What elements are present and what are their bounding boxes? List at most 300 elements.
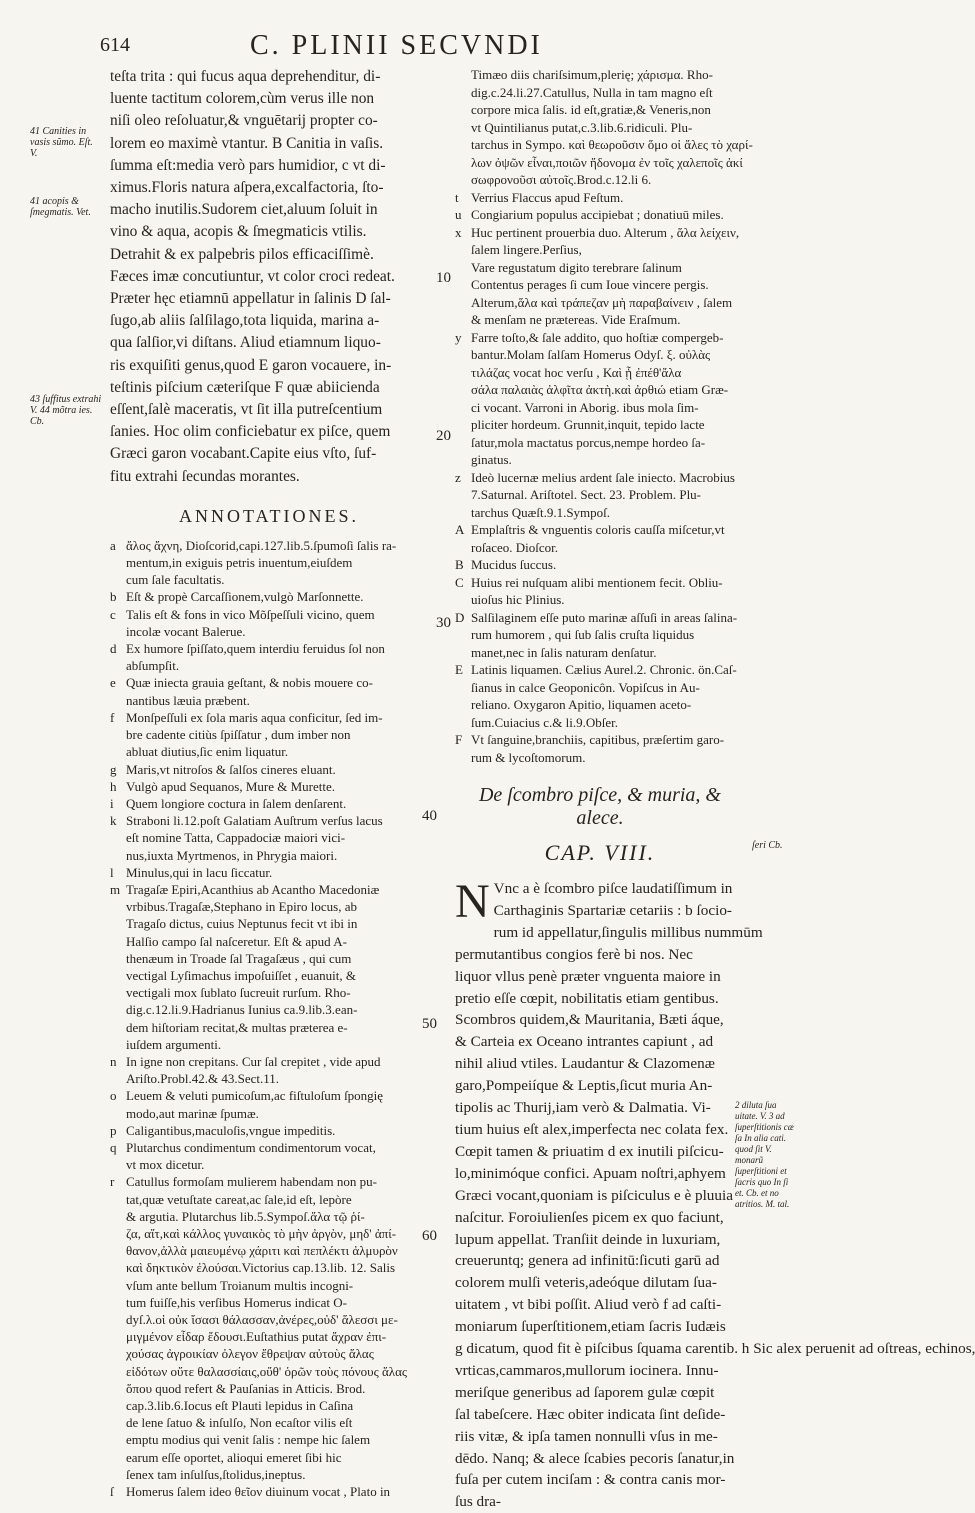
chapter-line: uitatem , vt bibi poſſit. Aliud verò f ad caſti- [455,1296,722,1314]
annotation-text: Huius rei nuſquam alibi mentionem fecit. Obliu- [471,574,723,590]
annotation-note [455,556,745,574]
chapter-line: Scombros quidem,& Mauritania, Bæti áque, [455,1011,724,1029]
annotation-line [455,731,745,749]
annotation-text: μιγμένον εἶδαρ ἔδουσι.Euſtathius putat ἄχραν ἐπι- [126,1329,387,1345]
annotation-line [110,1466,428,1483]
annotation-text: Alterum,ἅλα καὶ τράπεζαν μὴ παραβαίνειν , ſalem [471,294,733,310]
annotation-note [110,537,428,589]
annotation-line [110,812,428,829]
annotation-note [455,609,745,662]
annotation-text: Eſt & propè Carcaſſionem,vulgò Marſonnette. [126,589,364,605]
annotation-line [110,1414,428,1431]
annotation-text: vt Quintilianus putat,c.3.lib.6.ridiculi. Plu- [471,119,693,135]
text-line: ſumma eſt:media verò pars humidior, c vt di- [110,156,386,174]
annotation-text: incolæ vocant Balerue. [126,623,246,639]
annotation-letter: n [110,1053,117,1069]
annotation-line [110,554,428,571]
annotation-letter: d [110,641,117,657]
annotation-line [455,521,745,539]
annotation-line [110,795,428,812]
annotation-note [110,674,428,708]
text-line: eſſent,ſalè maceratis, vt ſit illa putreſcentium [110,401,383,419]
annotation-line [110,674,428,691]
line-number: 10 [436,270,451,286]
annotation-letter: q [110,1139,117,1155]
annotation-line [110,1242,428,1259]
annotation-text: dem hiſtoriam recitat,& multas præterea e- [126,1019,348,1035]
annotation-line [455,224,745,242]
annotation-line [110,1449,428,1466]
annotation-text: roſaceo. Dioſcor. [471,539,558,555]
annotation-text: Tragaſo dictus, cuius Neptunus fecit vt ibi in [126,916,358,932]
annotation-text: χούσας ἀγροικίαν ὀλεγον ἔθρεψαν αὐτοὺς ἅλας [126,1346,374,1362]
annotation-line [455,451,745,469]
chapter-line: tipolis ac Thurij,iam verò & Dalmatia. Vi- [455,1099,711,1117]
annotation-letter: e [110,675,116,691]
text-line: niſi oleo reſoluatur,& vnguētarij propter co- [110,112,378,130]
annotation-letter: u [455,207,462,222]
annotation-note [110,1139,428,1173]
annotation-note [110,709,428,761]
annotation-text: eſt nomine Tatta, Cappadociæ maiori vici- [126,830,346,846]
annotation-letter: D [455,609,465,625]
annotation-letter: y [455,329,462,345]
annotation-line [110,1328,428,1345]
annotation-letter: m [110,881,121,897]
annotation-text: earum eſſe oportet, alioqui emeret ſibi hic [126,1449,342,1465]
annotation-letter: b [110,589,117,605]
chapter-line: meriſque generibus ad ſaporem gulæ cœpit [455,1383,715,1401]
text-line: lorem eo maximè vtantur. B Canitia in vaſis. [110,134,384,152]
annotation-line [110,709,428,726]
annotation-line [110,864,428,881]
annotation-letter: o [110,1088,117,1104]
annotation-line [455,66,745,84]
annotation-note [455,469,745,522]
annotation-letter: ſ [110,1484,114,1500]
annotation-text: iuſdem argumenti. [126,1036,222,1052]
annotation-letter: E [455,662,463,677]
annotation-line [110,657,428,674]
annotation-line [455,626,745,644]
annotation-line [110,933,428,950]
annotation-text: Vare regustatum digito terebrare ſalinum [471,259,682,275]
annotation-text: tarchus Quæſt.9.1.Sympoſ. [471,504,611,520]
annotation-letter: c [110,606,116,622]
annotation-line [110,1431,428,1448]
margin-note: 41 Canities in vasis sũmo. Eſt. V. [30,126,93,159]
annotations-left [110,537,428,1500]
annotation-letter: x [455,224,462,240]
margin-note: 41 acopis & ſmegmatis. Vet. [30,196,91,218]
annotation-letter: f [110,709,115,725]
annotation-text: ἄλος ἄχνη, Dioſcorid,capi.127.lib.5.ſpumoſi ſalis ra- [126,537,397,553]
annotation-line [455,434,745,452]
annotation-text: ſatur,mola mactatus porcus,nempe hordeo ſa- [471,434,706,450]
annotation-text: corpore mica ſalis. id eſt,gratiæ,& Veneris,non [471,102,711,117]
annotation-text: θανον,ἀλλὰ μαιευμένῳ χάριτι καὶ πεπλέκτι ἀλμυρὸν [126,1243,398,1259]
left-column [110,66,428,1500]
annotation-line [110,829,428,846]
annotation-line [110,881,428,898]
annotation-text: λων ὀψῶν εἶναι,ποιῶν ἥδονομα ἐν τοῖς χαλεποῖς ἀκί [471,154,743,170]
annotation-note [455,329,745,469]
chapter-line: riis vitæ, & ipſa tamen nonnulli vſus in me- [455,1427,718,1445]
annotation-line [455,644,745,662]
annotation-line [455,714,745,732]
margin-note: 43 ſuffitus extrahi V. 44 mõtra ies. Cb. [30,394,102,427]
annotation-text: mentum,in exiguis petris inuentum,eiuſdem [126,555,353,571]
annotation-line [110,537,428,554]
line-number: 60 [422,1228,437,1244]
annotation-text: vſum ante bellum Troianum multis incogni- [126,1277,354,1293]
annotation-text: Ideò lucernæ melius ardent ſale iniecto. Macrobius [471,469,735,485]
annotation-text: εἰδότων οὔτε θαλασσίαις,οὔθ' ὁρῶν τοὺς πόνους ἅλας [126,1363,408,1379]
annotation-text: Farre toſto,& ſale addito, quo hoſtiæ compergeb- [471,329,724,345]
annotation-text: ſenex tam inſulſus,ſtolidus,ineptus. [126,1466,306,1482]
annotation-note [110,1122,428,1139]
annotation-line [110,726,428,743]
margin-note: ſeri Cb. [752,840,783,851]
page-header [100,30,720,66]
annotation-note [455,206,745,224]
text-line: ſanies. Hoc olim conficiebatur ex piſce, quem [110,423,391,441]
annotation-line [455,154,745,172]
annotation-text: ſianus in calce Geoponicôn. Vopiſcus in Au- [471,679,700,695]
annotation-line [110,1087,428,1104]
annotation-text: cap.3.lib.6.Iocus eſt Plauti lepidus in Caſina [126,1398,354,1414]
annotation-text: Homerus ſalem ideo θεῖον diuinum vocat , Plato in [126,1484,391,1500]
annotation-text: σωφρονοῦσι αὐτοῖς.Brod.c.12.li 6. [471,172,652,187]
annotation-line [110,1036,428,1053]
annotation-letter: A [455,522,465,537]
annotation-text: Ex humore ſpiſſato,quem interdiu feruidus ſol non [126,641,385,657]
text-line: ximus.Floris natura aſpera,excalfactoria, ſto- [110,179,384,197]
chapter-line: Græci vocant,quoniam is piſciculus e è pluuia [455,1186,733,1204]
annotation-line [455,749,745,767]
annotation-note [455,661,745,731]
annotation-letter: k [110,813,117,829]
chapter-line: vrticas,cammaros,mullorum iocinera. Innu- [455,1361,719,1379]
annotation-note [455,521,745,556]
annotation-line [455,574,745,592]
annotation-note [110,1053,428,1087]
text-line: qua ſalſior,vi diſtans. Aliud etiamnum liquo- [110,334,381,352]
annotation-text: Catullus formoſam mulierem habendam non pu- [126,1174,377,1190]
annotation-line [110,1053,428,1070]
annotation-line [110,778,428,795]
margin-note: 2 diluta ſua uitate. V. 3 ad ſuperſtitionis cæ ſa In alia cati. quod ſit V. monarũ ſuperſtitioni et ſacris quo In ſi et. Cb. et no atritios. M. tal. [735,1100,794,1209]
page-number: 614 [100,34,130,56]
annotation-letter: C [455,574,464,590]
annotation-text: emptu modius qui venit ſalis : nempe hic ſalem [126,1432,371,1448]
running-title: C. PLINII SECVNDI [250,30,543,61]
annotation-text: Latinis liquamen. Cælius Aurel.2. Chronic. ön.Caſ- [471,662,737,677]
chapter-line: nihil aliud vtiles. Laudantur & Clazomenæ [455,1055,715,1073]
annotation-text: Straboni li.12.poſt Galatiam Auſtrum verſus lacus [126,813,383,829]
annotation-line [455,661,745,679]
chapter-line: Cœpit tamen & priuatim d ex inutili piſcicu- [455,1142,724,1160]
annotation-text: Verrius Flaccus apud Feſtum. [471,189,624,205]
chapter-line: rum id appellatur,ſingulis millibus nummūm [493,923,763,941]
annotation-line [455,381,745,399]
annotation-text: καὶ δηκτικὸν ἐλούσαι.Victorius cap.13.lib. 12. Salis [126,1260,396,1276]
annotation-line [455,399,745,417]
annotation-note [455,66,753,189]
chapter-line: garo,Pompeiíque & Leptis,ſicut muria An- [455,1077,713,1095]
annotation-line [110,1363,428,1380]
annotation-line [110,1294,428,1311]
annotation-text: Caligantibus,maculoſis,vngue impeditis. [126,1122,336,1138]
annotation-text: Vt ſanguine,branchiis, capitibus, præſertim garo- [471,732,725,747]
annotation-text: Leuem & veluti pumicoſum,ac fiſtuloſum ſpongię [126,1088,384,1104]
text-line: vino & aqua, acopis & ſmegmaticis vtilis. [110,223,367,241]
chapter-line: fuſa per cutem inciſam : & contra canis mor- [455,1471,726,1489]
annotation-line [455,556,745,574]
annotation-note [110,761,428,778]
annotation-text: abſumpſit. [126,658,180,674]
annotation-text: tarchus in Sympo. καὶ θεωροῦσιν ὅμο οἱ ἄλες τὸ χαρί- [471,137,753,152]
line-number: 20 [436,428,451,444]
chapter-line: naſcitur. Foroiulienſes picem ex quo faciunt, [455,1208,724,1226]
text-line: teſta trita : qui fucus aqua deprehenditur, di- [110,68,381,85]
text-line: Græci garon vocabant.Capite eius vſto, ſuf- [110,445,377,463]
annotation-text: reliano. Oxygaron Apitio, liquamen aceto- [471,697,692,712]
annotation-line [110,1380,428,1397]
annotation-text: pliciter hordeum. Grunnit,inquit, tepido lacte [471,417,705,432]
annotation-letter: p [110,1122,117,1138]
annotation-note [110,640,428,674]
annotation-text: σάλα παλαιὰς ἀλφῖτα ἀκτὴ.καὶ ἀρθιώ etiam Græ- [471,382,729,397]
annotation-line [455,329,745,347]
annotation-letter: t [455,189,459,205]
annotation-line [110,1019,428,1036]
annotation-text: Emplaſtris & vnguentis coloris cauſſa miſcetur,vt [471,522,725,537]
annotation-text: Contentus perages ſi cum Ioue vincere pergis. [471,277,709,292]
annotation-note [110,588,428,605]
annotation-line [455,101,745,119]
annotation-note [110,606,428,640]
annotation-text: cum ſale facultatis. [126,572,225,588]
annotation-line [110,1173,428,1190]
chapter-line: g dicatum, quod fit è piſcibus ſquama carentib. h Sic alex peruenit ad oſtreas, echinos, [455,1340,975,1358]
annotation-line [110,588,428,605]
chapter-title: De ſcombro piſce, & muria, & alece. [478,784,721,829]
annotation-line [455,136,753,154]
annotation-text: dig.c.12.li.9.Hadrianus Iunius ca.9.lib.3.ean- [126,1002,358,1018]
annotation-text: Timæo diis chariſsimum,plerię; χάρισμα. Rho- [471,67,713,82]
annotation-text: Huc pertinent prouerbia duo. Alterum , ἅλα λείχειν, [471,224,740,240]
annotation-letter: i [110,795,114,811]
text-line: macho inutilis.Sudorem ciet,aluum ſoluit in [110,201,378,219]
annotation-line [455,206,745,224]
chapter-line: dēdo. Nanq; & alece ſcabies pecoris ſanatur,in [455,1449,735,1467]
annotation-text: uioſus hic Plinius. [471,592,565,607]
annotation-text: vt mox dicetur. [126,1157,205,1173]
annotation-line [455,416,745,434]
chapter-line: lupum appellat. Tranſiit deinde in luxuriam, [455,1230,721,1248]
annotation-line [455,469,745,487]
annotation-line [455,539,745,557]
annotation-text: 7.Saturnal. Ariſtotel. Sect. 23. Problem. Plu- [471,487,702,502]
annotation-text: rum humorem , qui ſub ſalis cruſta liquidus [471,627,695,642]
annotation-note [110,795,428,812]
annotation-line [455,276,745,294]
annotation-text: ſum.Cuiacius c.& li.9.Obſer. [471,714,618,730]
annotation-line [455,171,745,189]
annotation-note [455,731,745,766]
annotation-text: modo,aut marinæ ſpumæ. [126,1105,259,1121]
chapter-line: colorem mulſi veteris,adeóque dilutam ſua- [455,1274,717,1292]
annotation-line [110,1070,428,1087]
chapter-number: CAP. VIII. [544,840,656,865]
annotation-line [455,609,745,627]
annotation-line [455,591,745,609]
annotation-text: & argutia. Plutarchus lib.5.Sympoſ.ἅλα τῷ ῥί- [126,1208,365,1224]
annotation-letter: l [110,864,114,880]
annotation-text: τιλάζας vocat hoc verſu , Καὶ ᾗ ἐπέθ'ἄλα [471,364,682,380]
annotation-line [110,1225,428,1242]
annotation-text: ζα, αἵτ,καὶ κάλλος γυναικὸς τὸ μὴν ἀργὸν, μηδ' ἀπί- [126,1225,397,1241]
annotation-text: Salſilaginem eſſe puto marinæ aſſuſi in areas ſalina- [471,609,738,625]
annotation-note [110,1173,428,1483]
chapter-line: Carthaginis Spartariæ cetariis : b ſocio- [493,901,732,919]
annotation-text: rum & lycoſtomorum. [471,749,586,765]
annotations-right [455,66,753,766]
annotation-line [110,1311,428,1328]
annotation-line [110,761,428,778]
chapter-line: ſus dra- [455,1493,501,1511]
annotation-line [455,364,745,382]
annotation-text: Monſpeſſuli ex ſola maris aqua conficitur, ſed im- [126,709,383,725]
annotation-line [110,1397,428,1414]
chapter-line: & Carteia ex Oceano intrantes capiunt , ad [455,1033,714,1051]
annotation-text: tum fuiſſe,his verſibus Homerus indicat O- [126,1294,347,1310]
annotation-line [455,189,745,207]
annotation-line [455,119,745,137]
annotation-line [110,1483,428,1500]
chapter-line: Vnc a è ſcombro piſce laudatiſſimum in [493,880,733,897]
annotation-line [110,898,428,915]
annotation-line [110,606,428,623]
annotation-text: vectigal Lyſimachus impoſuiſſet , euanuit, & [126,967,356,983]
annotation-text: Minulus,qui in lacu ſiccatur. [126,864,273,880]
annotation-line [110,967,428,984]
annotation-line [110,623,428,640]
annotation-text: Talis eſt & fons in vico Mõſpeſſuli vicino, quem [126,606,375,622]
annotation-line [110,692,428,709]
annotation-line [110,1001,428,1018]
annotation-line [455,679,745,697]
text-line: Fæces imæ concutiuntur, vt color croci redeat. [110,267,395,285]
annotation-line [455,696,745,714]
annotation-text: nantibus læuia præbent. [126,692,250,708]
annotation-text: Maris,vt nitroſos & ſalſos cineres eluant. [126,761,336,777]
annotation-line [455,346,745,364]
annotation-line [110,1259,428,1276]
annotation-line [110,915,428,932]
annotation-note [455,224,745,329]
text-line: ſugo,ab aliis ſalſilago,tota liquida, marina a- [110,312,380,330]
annotation-letter: r [110,1174,115,1190]
annotation-line [455,311,745,329]
annotation-line [455,486,745,504]
chapter-line: lo,minimóque confici. Apuam noſtri,aphyem [455,1164,726,1182]
annotation-text: ὅπου quod refert & Pauſanias in Atticis. Brod. [126,1380,366,1396]
line-number: 30 [436,615,451,631]
annotation-line [110,984,428,1001]
annotation-text: Plutarchus condimentum condimentorum vocat, [126,1139,376,1155]
annotation-letter: B [455,557,464,572]
line-number: 50 [422,1016,437,1032]
chapter-line: moniarum ſuperſtitionem,etiam ſacris Iudæis [455,1318,726,1336]
annotation-text: ſalem lingere.Perſius, [471,242,582,257]
text-line: Detrahit & ex palpebris pilos efficaciſſimè. [110,245,374,263]
annotation-line [110,1105,428,1122]
chapter-line: creueruntq; genera ad infinitū:ſicuti garū ad [455,1252,720,1270]
annotation-note [110,881,428,1053]
chapter-line: tium huius eſt alex,imperfecta nec colata fex. [455,1120,729,1138]
annotation-note [455,189,745,207]
annotation-note [110,864,428,881]
annotation-letter: g [110,761,117,777]
annotation-note [110,1087,428,1121]
annotation-note [455,574,745,609]
main-text [110,66,428,488]
annotation-text: Congiarium populus accipiebat ; donatiuū miles. [471,207,724,222]
annotations-heading: ANNOTATIONES. [178,505,360,526]
chapter-line: permutantibus congios ferè bi nos. Nec [455,945,693,963]
annotation-text: abluat diutius,ſic enim liquatur. [126,744,289,760]
annotation-line [455,241,745,259]
annotation-letter: h [110,778,117,794]
annotation-text: dyſ.λ.οἱ οὐκ ἴσασι θάλασσαν,ἀνέρες,οὐδ' ἅλεσσι με- [126,1312,398,1327]
annotation-text: Quæ iniecta grauia geſtant, & nobis mouere co- [126,675,373,691]
annotation-line [455,84,745,102]
annotation-text: Vulgò apud Sequanos, Mure & Murette. [126,778,335,794]
annotation-text: manet,nec in ſalis naturam denſatur. [471,644,657,660]
line-number: 40 [422,808,437,824]
chapter-line: liquor vllus penè præter vnguenta maiore in [455,967,721,985]
annotation-letter: z [455,469,461,485]
text-line: Præter hęc etiamnū appellatur in ſalinis D ſal- [110,290,391,308]
text-line: teſtinis piſcium cæteriſque F quæ abiicienda [110,378,380,396]
annotation-letter: F [455,732,463,747]
annotation-line [110,1277,428,1294]
annotation-text: ginatus. [471,452,512,467]
annotation-text: bantur.Molam ſalſam Homerus Odyſ. ξ. οὐλὰς [471,347,711,362]
annotation-text: In igne non crepitans. Cur ſal crepitet , vide apud [126,1053,381,1069]
annotation-line [110,1191,428,1208]
annotation-line [455,259,745,277]
annotation-text: vectigali mox ſublato ſucreuit rurſum. Rho- [126,985,351,1001]
annotation-text: thenæum in Troade ſal Tragaſæus , qui cum [126,950,352,966]
annotation-line [455,294,745,312]
annotation-line [110,1122,428,1139]
chapter-line: pretio eſſe cœpit, nobilitatis etiam gentibus. [455,989,719,1007]
annotation-text: vrbibus.Tragaſæ,Stephano in Epiro locus, ab [126,899,357,915]
annotation-note [110,812,428,864]
annotation-letter: a [110,537,116,553]
text-line: fitu extrahi ſecundas morantes. [110,467,300,485]
annotation-text: nus,iuxta Myrtmenos, in Phrygia maiori. [126,847,338,863]
annotation-text: & menſam ne prætereas. Vide Eraſmum. [471,312,681,327]
annotation-text: Ariſto.Probl.42.& 43.Sect.11. [126,1071,279,1087]
annotation-line [110,571,428,588]
chapter-line: ſal tabeſcere. Hæc obiter indicata ſint deſide- [455,1405,726,1423]
annotation-note [110,1483,428,1500]
annotation-text: Tragaſæ Epiri,Acanthius ab Acantho Macedoniæ [126,881,380,897]
